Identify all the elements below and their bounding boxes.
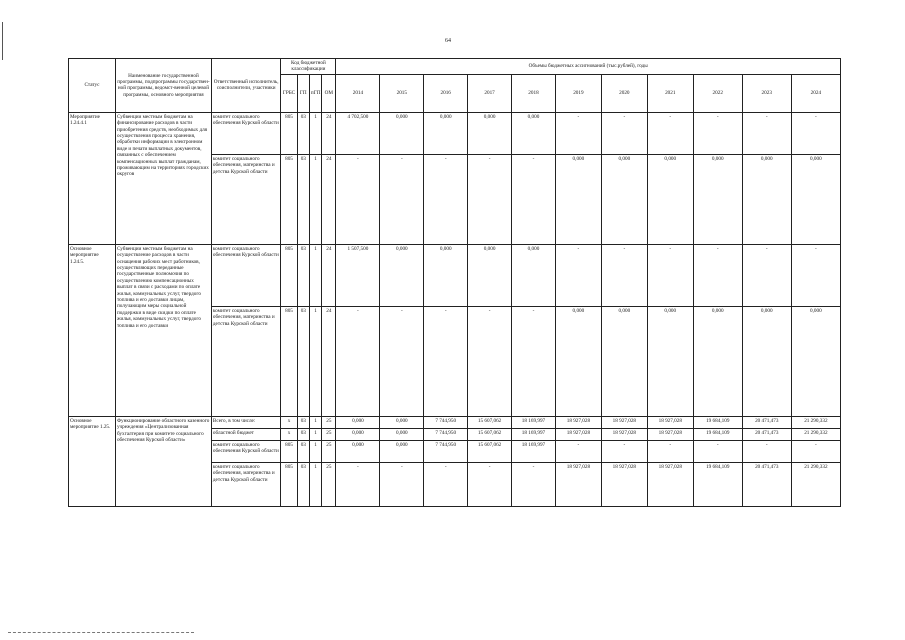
- funding-value-cell: 18 927,028: [601, 416, 647, 428]
- funding-value-cell: 0,000: [693, 306, 742, 416]
- funding-value-cell: 20 471,473: [742, 428, 791, 440]
- funding-value-cell: 0,000: [601, 306, 647, 416]
- header-year: 2020: [601, 74, 647, 112]
- funding-value-cell: 20 471,473: [742, 462, 791, 506]
- funding-value-cell: -: [424, 306, 468, 416]
- funding-value-cell: 19 684,109: [693, 416, 742, 428]
- table-row: [69, 244, 841, 306]
- code-grbs-cell: х: [281, 416, 297, 428]
- funding-value-cell: -: [693, 244, 742, 306]
- funding-value-cell: -: [647, 112, 693, 154]
- funding-value-cell: -: [468, 154, 512, 244]
- header-year: 2023: [742, 74, 791, 112]
- funding-value-cell: 0,000: [380, 244, 424, 306]
- funding-value-cell: -: [791, 440, 840, 462]
- funding-value-cell: 18 169,997: [512, 440, 556, 462]
- code-pgp-cell: 1: [309, 244, 321, 306]
- funding-value-cell: 21 290,332: [791, 416, 840, 428]
- funding-value-cell: 19 684,109: [693, 428, 742, 440]
- funding-value-cell: -: [647, 244, 693, 306]
- header-responsible: Ответственный исполнитель, соисполнители, участники: [211, 59, 280, 113]
- code-gp-cell: 03: [297, 112, 309, 154]
- funding-value-cell: -: [468, 462, 512, 506]
- funding-value-cell: -: [512, 154, 556, 244]
- funding-value-cell: 18 927,028: [555, 428, 601, 440]
- funding-value-cell: 18 927,028: [647, 416, 693, 428]
- funding-value-cell: -: [693, 440, 742, 462]
- funding-value-cell: 0,000: [647, 306, 693, 416]
- funding-value-cell: -: [601, 440, 647, 462]
- funding-value-cell: 0,000: [693, 154, 742, 244]
- funding-value-cell: -: [380, 306, 424, 416]
- header-year: 2017: [468, 74, 512, 112]
- funding-value-cell: 18 927,028: [555, 462, 601, 506]
- status-cell: Основное мероприятие 1.25.: [69, 416, 116, 506]
- header-year: 2015: [380, 74, 424, 112]
- header-year: 2019: [555, 74, 601, 112]
- funding-value-cell: -: [555, 112, 601, 154]
- code-gp-cell: 03: [297, 416, 309, 428]
- program-name-cell: Функционирование областного казенного учреждения «Централизованная бухгалтерия при комитете социального обеспечения Курской области»: [115, 416, 211, 506]
- header-code-col: ГП: [297, 74, 309, 112]
- program-name-cell: Субвенции местным бюджетам на финансирование расходов в части приобретения средств, необходимых для осуществления процесса хранения, обработки информации в электронном виде и печати выплатных документов, связанных с обеспечением компенсационных выплат гражданам, проживающим на территориях городских округов: [115, 112, 211, 244]
- header-code-col: ОМ: [322, 74, 336, 112]
- code-om-cell: 25: [322, 416, 336, 428]
- funding-value-cell: 0,000: [380, 440, 424, 462]
- code-grbs-cell: х: [281, 428, 297, 440]
- code-grbs-cell: 805: [281, 154, 297, 244]
- code-pgp-cell: 1: [309, 306, 321, 416]
- funding-value-cell: 18 927,028: [601, 428, 647, 440]
- code-gp-cell: 03: [297, 462, 309, 506]
- header-code-col: ГРБС: [281, 74, 297, 112]
- funding-value-cell: 20 471,473: [742, 416, 791, 428]
- funding-value-cell: -: [647, 440, 693, 462]
- funding-value-cell: -: [742, 244, 791, 306]
- funding-value-cell: 0,000: [555, 154, 601, 244]
- table-row: [69, 416, 841, 428]
- funding-value-cell: 0,000: [555, 306, 601, 416]
- code-pgp-cell: 1: [309, 428, 321, 440]
- responsible-cell: комитет социального обеспечения, материнства и детства Курской области: [211, 306, 280, 416]
- code-om-cell: 24: [322, 112, 336, 154]
- code-grbs-cell: 805: [281, 440, 297, 462]
- header-year: 2014: [336, 74, 380, 112]
- status-cell: Мероприятие 1.24.4.1: [69, 112, 116, 244]
- funding-value-cell: -: [555, 440, 601, 462]
- funding-value-cell: 0,000: [424, 112, 468, 154]
- code-om-cell: 25: [322, 462, 336, 506]
- funding-value-cell: 19 684,109: [693, 462, 742, 506]
- header-code-col: пГП: [309, 74, 321, 112]
- funding-value-cell: 0,000: [380, 416, 424, 428]
- funding-value-cell: 0,000: [791, 154, 840, 244]
- funding-value-cell: 0,000: [424, 244, 468, 306]
- table-body: [69, 112, 841, 506]
- header-status: Статус: [69, 59, 116, 113]
- code-om-cell: 25: [322, 440, 336, 462]
- funding-value-cell: 7 744,950: [424, 416, 468, 428]
- code-pgp-cell: 1: [309, 154, 321, 244]
- funding-value-cell: -: [380, 462, 424, 506]
- code-gp-cell: 03: [297, 244, 309, 306]
- funding-value-cell: 18 169,997: [512, 428, 556, 440]
- funding-value-cell: 15 607,062: [468, 440, 512, 462]
- funding-value-cell: -: [468, 306, 512, 416]
- funding-value-cell: 4 702,500: [336, 112, 380, 154]
- funding-value-cell: 0,000: [380, 112, 424, 154]
- code-gp-cell: 03: [297, 154, 309, 244]
- funding-value-cell: 18 927,028: [647, 462, 693, 506]
- code-gp-cell: 03: [297, 428, 309, 440]
- funding-value-cell: 0,000: [336, 428, 380, 440]
- funding-value-cell: 18 169,997: [512, 416, 556, 428]
- funding-value-cell: 21 290,332: [791, 462, 840, 506]
- funding-value-cell: 0,000: [742, 306, 791, 416]
- funding-value-cell: -: [512, 462, 556, 506]
- code-gp-cell: 03: [297, 440, 309, 462]
- code-om-cell: 24: [322, 154, 336, 244]
- code-pgp-cell: 1: [309, 440, 321, 462]
- funding-value-cell: 18 927,028: [601, 462, 647, 506]
- table-row: [69, 112, 841, 154]
- funding-value-cell: 0,000: [791, 306, 840, 416]
- code-grbs-cell: 805: [281, 112, 297, 154]
- funding-value-cell: -: [555, 244, 601, 306]
- funding-value-cell: -: [742, 440, 791, 462]
- program-name-cell: Субвенции местным бюджетам на осуществление расходов в части оснащения рабочих мест работников, осуществляющих переданные государственные полномочия по осуществлению компенсационных выплат в связи с расходами по оплате жилья, коммунальных услуг, твердого топлива и его доставки лицам, получающим меры социальной поддержки в виде скидки по оплате жилья, коммунальных услуг, твердого топлива и его доставки: [115, 244, 211, 416]
- funding-value-cell: 0,000: [601, 154, 647, 244]
- funding-value-cell: -: [791, 112, 840, 154]
- funding-value-cell: 0,000: [468, 112, 512, 154]
- funding-value-cell: 0,000: [512, 244, 556, 306]
- responsible-cell: комитет социального обеспечения Курской области: [211, 244, 280, 306]
- header-funding: Объемы бюджетных ассигнований (тыс.рублей), годы: [336, 59, 841, 75]
- funding-value-cell: 0,000: [336, 416, 380, 428]
- funding-value-cell: 1 507,500: [336, 244, 380, 306]
- funding-value-cell: 18 927,028: [555, 416, 601, 428]
- funding-value-cell: -: [336, 154, 380, 244]
- code-pgp-cell: 1: [309, 416, 321, 428]
- code-gp-cell: 03: [297, 306, 309, 416]
- header-year: 2016: [424, 74, 468, 112]
- funding-value-cell: 7 744,950: [424, 428, 468, 440]
- funding-value-cell: -: [693, 112, 742, 154]
- funding-value-cell: 0,000: [336, 440, 380, 462]
- funding-value-cell: 7 744,950: [424, 440, 468, 462]
- code-pgp-cell: 1: [309, 462, 321, 506]
- funding-value-cell: -: [424, 462, 468, 506]
- code-grbs-cell: 805: [281, 462, 297, 506]
- funding-value-cell: -: [601, 112, 647, 154]
- funding-value-cell: -: [336, 306, 380, 416]
- header-year: 2024: [791, 74, 840, 112]
- funding-value-cell: -: [336, 462, 380, 506]
- funding-value-cell: -: [601, 244, 647, 306]
- responsible-cell: комитет социального обеспечения, материнства и детства Курской области: [211, 154, 280, 244]
- header-budget-code: Код бюджетной классификации: [281, 59, 336, 75]
- header-name: Наименование государственной программы, подпрограммы государствен-ной программы, ведомст-венной целевой программы, основного мероприятия: [115, 59, 211, 113]
- funding-value-cell: -: [512, 306, 556, 416]
- responsible-cell: комитет социального обеспечения Курской области: [211, 112, 280, 154]
- responsible-cell: Всего, в том числе:: [211, 416, 280, 428]
- responsible-cell: областной бюджет: [211, 428, 280, 440]
- footer-line: [8, 632, 194, 633]
- code-grbs-cell: 805: [281, 244, 297, 306]
- funding-value-cell: 18 927,028: [647, 428, 693, 440]
- code-pgp-cell: 1: [309, 112, 321, 154]
- funding-value-cell: 15 607,062: [468, 428, 512, 440]
- funding-value-cell: -: [791, 244, 840, 306]
- code-om-cell: 25: [322, 428, 336, 440]
- funding-value-cell: 15 607,062: [468, 416, 512, 428]
- page-number: 64: [445, 38, 451, 44]
- funding-value-cell: 0,000: [742, 154, 791, 244]
- funding-value-cell: 0,000: [647, 154, 693, 244]
- budget-table: [68, 58, 841, 507]
- status-cell: Основное мероприятие 1.24.5.: [69, 244, 116, 416]
- responsible-cell: комитет социального обеспечения Курской области: [211, 440, 280, 462]
- funding-value-cell: 21 290,332: [791, 428, 840, 440]
- responsible-cell: комитет социального обеспечения, материнства и детства Курской области: [211, 462, 280, 506]
- code-grbs-cell: 805: [281, 306, 297, 416]
- funding-value-cell: 0,000: [512, 112, 556, 154]
- funding-value-cell: 0,000: [380, 428, 424, 440]
- funding-value-cell: 0,000: [468, 244, 512, 306]
- margin-mark: [2, 22, 3, 60]
- funding-value-cell: -: [742, 112, 791, 154]
- code-om-cell: 24: [322, 244, 336, 306]
- funding-value-cell: -: [424, 154, 468, 244]
- header-year: 2021: [647, 74, 693, 112]
- header-year: 2018: [512, 74, 556, 112]
- funding-value-cell: -: [380, 154, 424, 244]
- header-year: 2022: [693, 74, 742, 112]
- code-om-cell: 24: [322, 306, 336, 416]
